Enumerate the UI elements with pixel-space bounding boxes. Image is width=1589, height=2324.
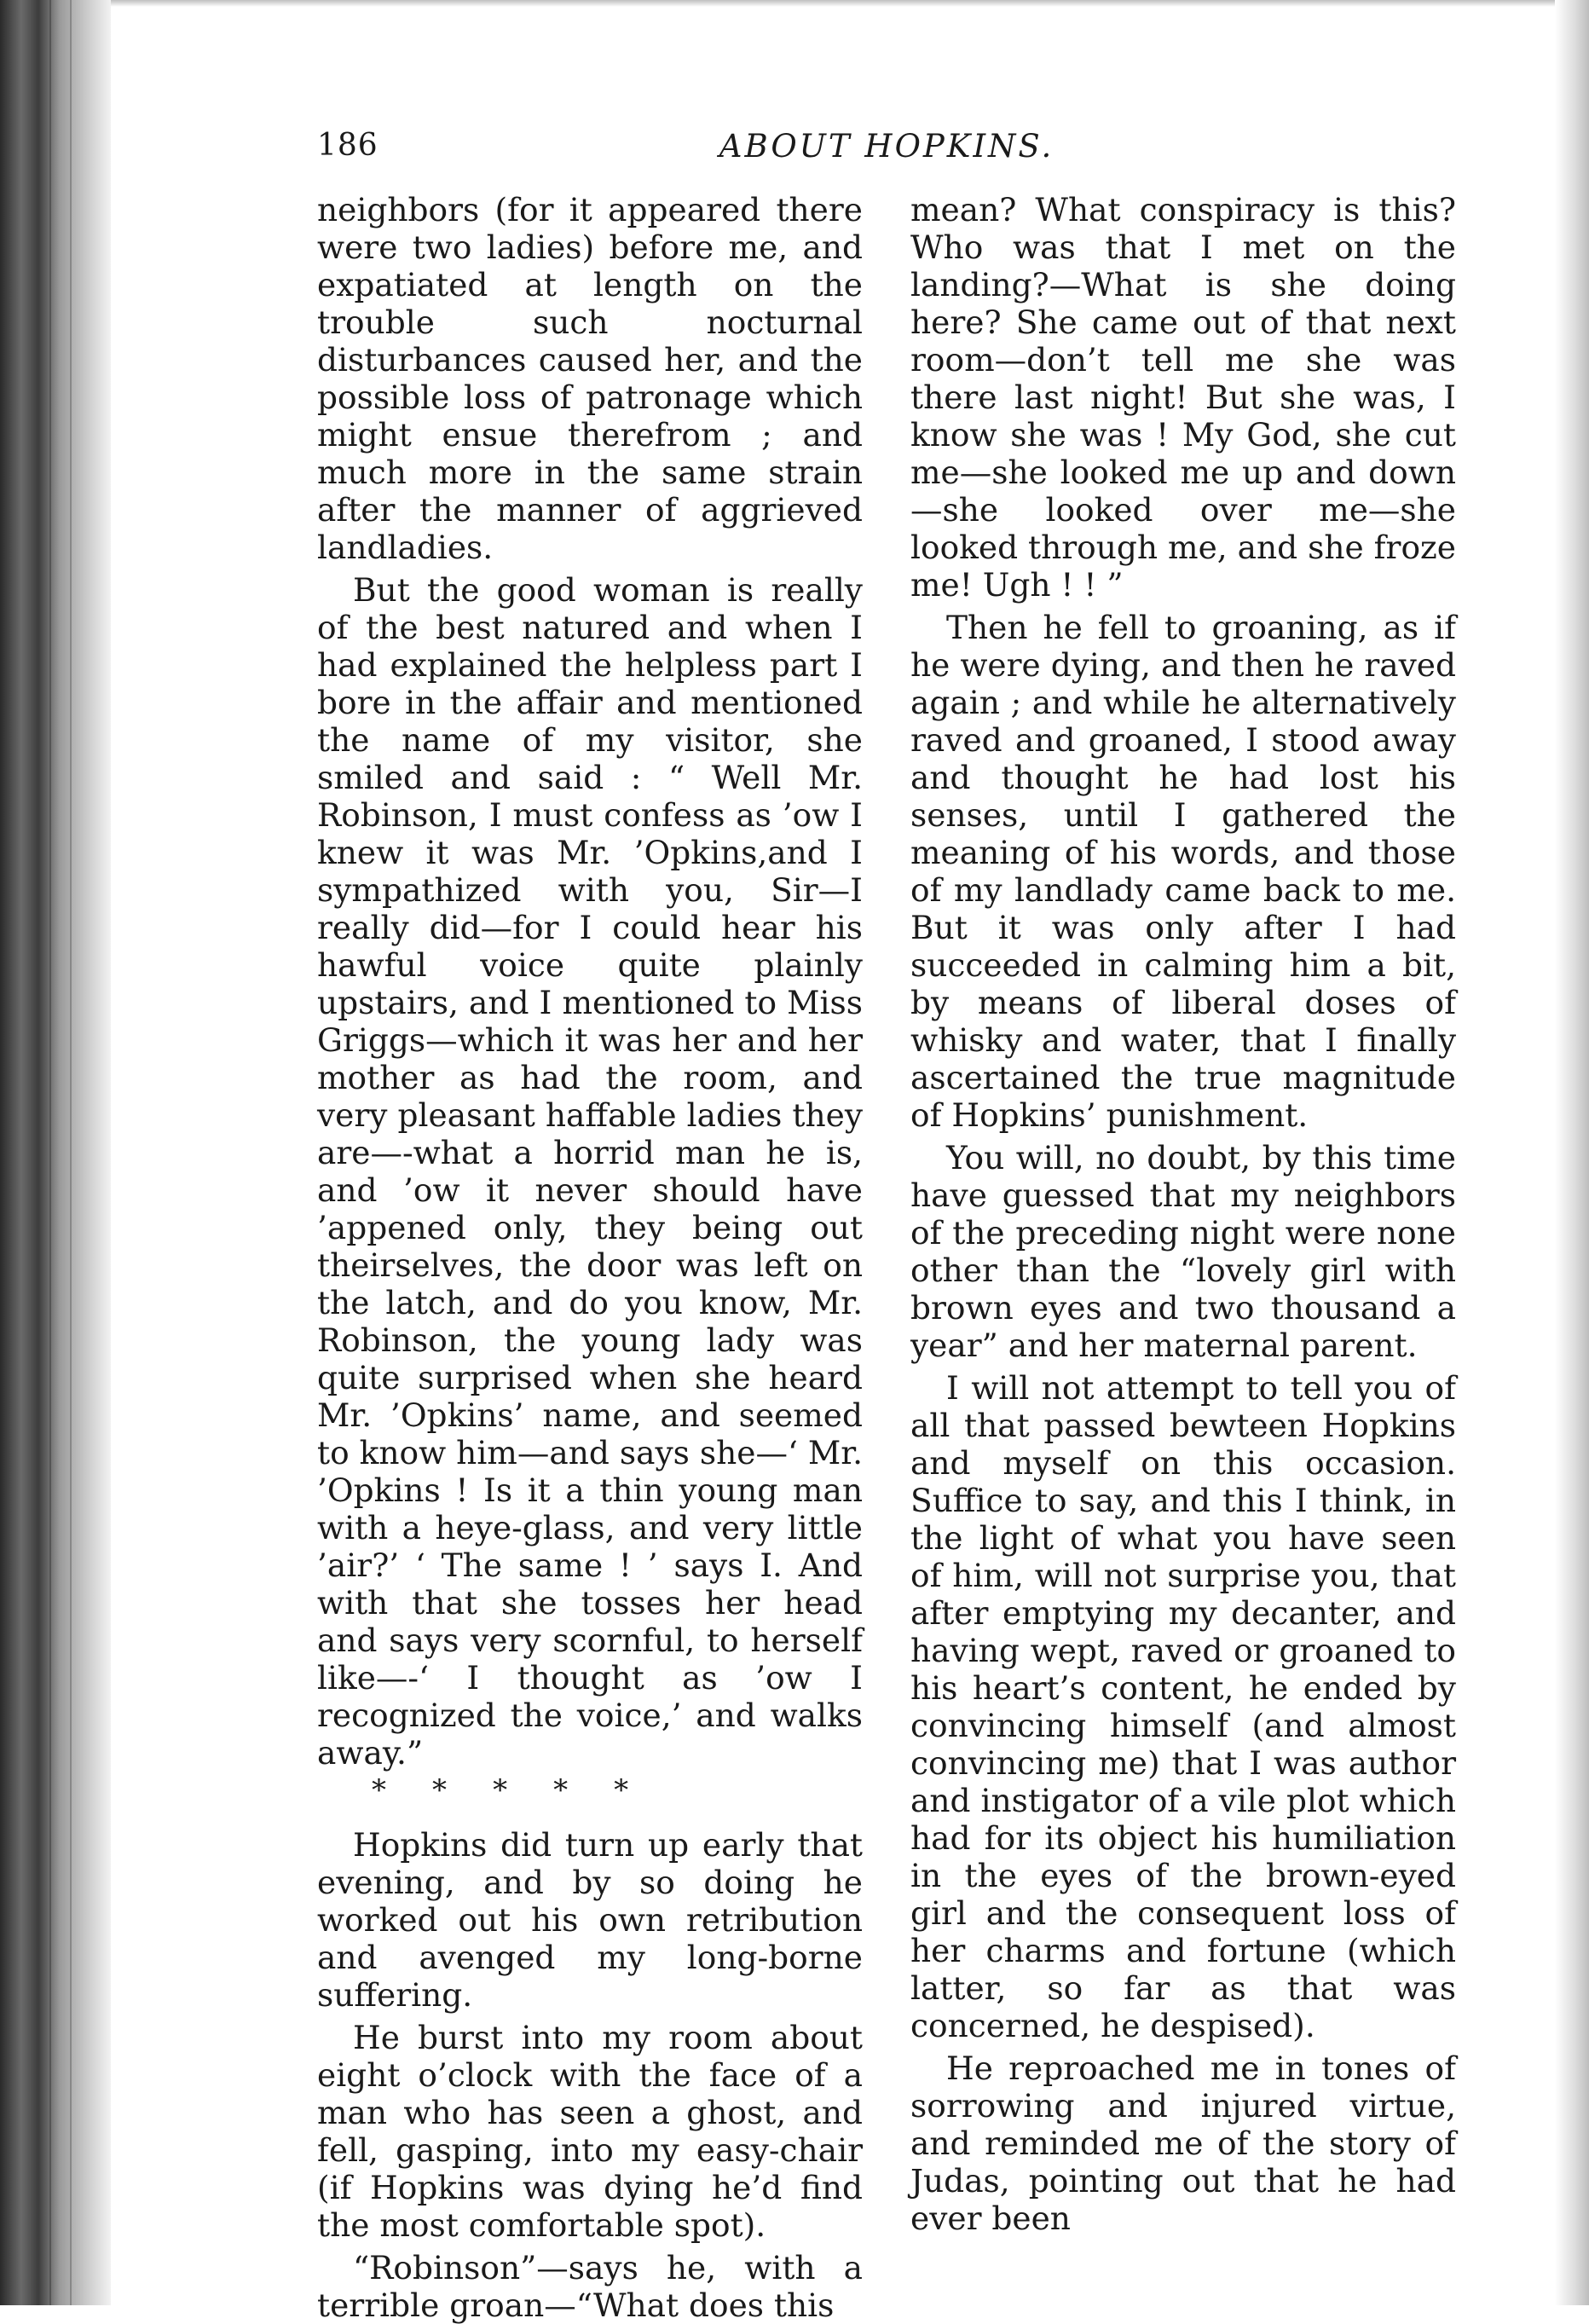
paragraph: mean? What conspiracy is this? Who was that I met on the landing?—What is she doing here? She came out of that next room—don’t tell me she was there last night! But she was, I know she was ! My God, she cut me—she looked me up and down—she looked over me—she looked through me, and she froze me! Ugh ! ! ” <box>910 191 1456 604</box>
section-break-asterisks: * * * * * <box>372 1773 629 1807</box>
left-column <box>317 191 863 2324</box>
paragraph: I will not attempt to tell you of all that passed bewteen Hopkins and myself on this occasion. Suffice to say, and this I think, in the light of what you have seen of him, will not surprise you, that after emptying my decanter, and having wept, raved or groaned to his heart’s content, he ended by convincing himself (and almost convincing me) that I was author and instigator of a vile plot which had for its object his humiliation in the eyes of the brown-eyed girl and the consequent loss of her charms and fortune (which latter, so far as that was concerned, he despised). <box>910 1369 1456 2044</box>
page-top-edge <box>111 0 1555 7</box>
paragraph: You will, no doubt, by this time have guessed that my neighbors of the preceding night were none other than the “lovely girl with brown eyes and two thousand a year” and her maternal parent. <box>910 1139 1456 1364</box>
paragraph: Then he fell to groaning, as if he were dying, and then he raved again ; and while he alternatively raved and groaned, I stood away and thought he had lost his senses, until I gathered the meaning of his words, and those of my landlady came back to me. But it was only after I had succeeded in calming him a bit, by means of liberal doses of whisky and water, that I finally ascertained the true magnitude of Hopkins’ punishment. <box>910 609 1456 1134</box>
page-right-edge <box>1555 0 1589 2305</box>
binding-shadow-line <box>49 0 51 2305</box>
paragraph: He burst into my room about eight o’clock with the face of a man who has seen a ghost, and fell, gasping, into my easy-chair (if Hopkins was dying he’d find the most comfortable spot). <box>317 2019 863 2244</box>
binding-shadow-line <box>70 0 72 2305</box>
running-title: ABOUT HOPKINS. <box>719 128 1055 165</box>
running-head <box>317 119 1456 172</box>
text-columns <box>317 191 1456 2324</box>
right-column <box>910 191 1456 2324</box>
page-number: 186 <box>317 128 378 163</box>
book-page <box>317 119 1456 2324</box>
paragraph: Hopkins did turn up early that evening, and by so doing he worked out his own retribution and avenged my long-borne suffering. <box>317 1826 863 2014</box>
paragraph: neighbors (for it appeared there were two ladies) before me, and expatiated at length on the trouble such nocturnal disturbances caused her, and the possible loss of patronage which might ensue therefrom ; and much more in the same strain after the manner of aggrieved landladies. <box>317 191 863 566</box>
paragraph: He reproached me in tones of sorrowing and injured virtue, and reminded me of the story of Judas, pointing out that he had ever been <box>910 2049 1456 2237</box>
binding-shadow-line <box>29 0 31 2305</box>
paragraph: But the good woman is really of the best natured and when I had explained the helpless part I bore in the affair and mentioned the name of my visitor, she smiled and said : “ Well Mr. Robinson, I must confess as ’ow I knew it was Mr. ’Opkins,and I sympathized with you, Sir—I really did—for I could hear his hawful voice quite plainly upstairs, and I mentioned to Miss Griggs—which it was her and her mother as had the room, and very pleasant haffable ladies they are—-what a horrid man he is, and ’ow it never should have ’appened only, they being out theirselves, the door was left on the latch, and do you know, Mr. Robinson, the young lady was quite surprised when she heard Mr. ’Opkins’ name, and seemed to know him—and says she—‘ Mr. ’Opkins ! Is it a thin young man with a heye-glass, and very little ’air?’ ‘ The same ! ’ says I. And with that she tosses her head and says very scornful, to herself like—-‘ I thought as ’ow I recognized the voice,’ and walks away.” <box>317 571 863 1772</box>
paragraph: “Robinson”—says he, with a terrible groan—“What does this <box>317 2249 863 2324</box>
book-binding-gutter <box>0 0 111 2305</box>
